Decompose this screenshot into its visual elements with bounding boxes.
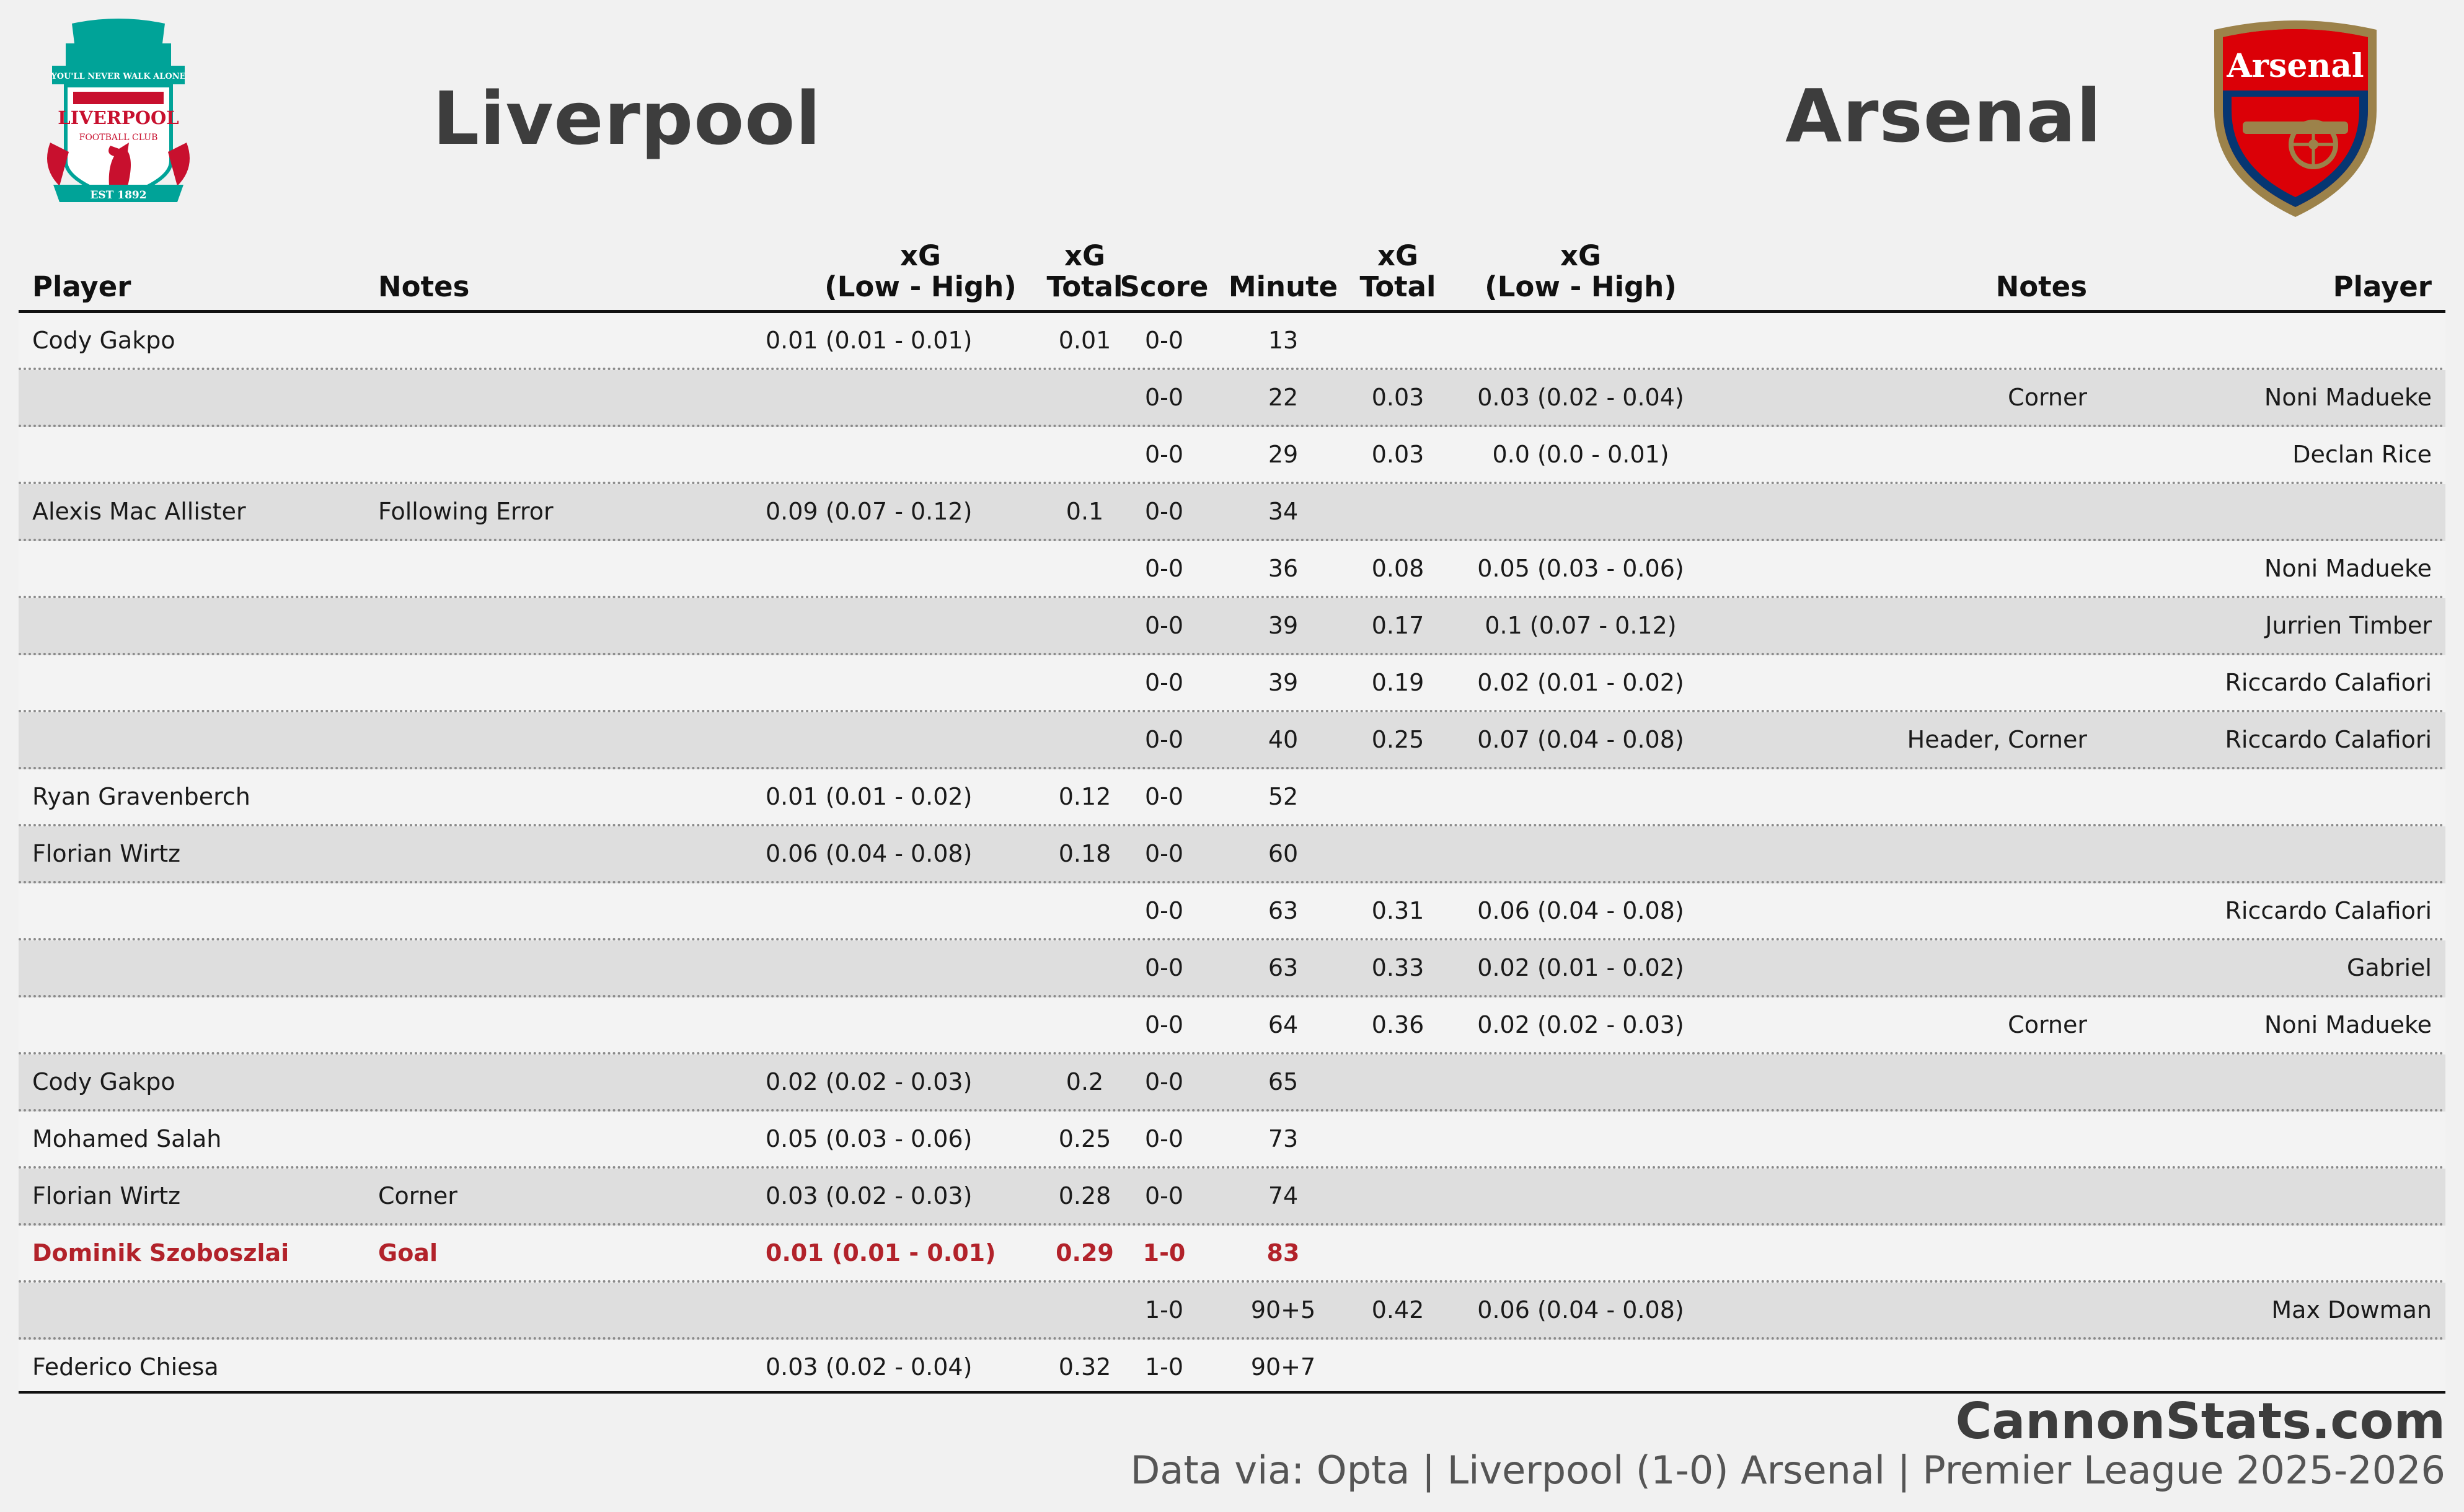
away-xg-range-cell: 0.06 (0.04 - 0.08) xyxy=(1477,897,1684,924)
away-xg-range-cell xyxy=(1438,1112,1723,1166)
table-row-goal xyxy=(19,1226,2445,1283)
minute-cell: 22 xyxy=(1268,384,1299,411)
home-player-cell: Mohamed Salah xyxy=(32,1125,222,1152)
score-cell: 0-0 xyxy=(1144,1182,1184,1209)
home-xg-range-cell xyxy=(766,883,952,938)
header-minute: Minute xyxy=(1228,270,1338,303)
table-row xyxy=(19,427,2445,484)
away-xg-total-cell: 0.03 xyxy=(1371,384,1424,411)
header-away-notes: Notes xyxy=(1995,270,2087,303)
score-cell: 0-0 xyxy=(1144,840,1184,867)
liverpool-motto: YOU'LL NEVER WALK ALONE xyxy=(51,72,186,81)
arsenal-crest-icon xyxy=(2208,17,2383,219)
table-row xyxy=(19,1169,2445,1226)
table-header xyxy=(19,229,2445,310)
home-xg-range-cell: 0.01 (0.01 - 0.01) xyxy=(766,1239,996,1267)
home-xg-range-cell xyxy=(766,370,952,425)
minute-cell: 60 xyxy=(1268,840,1299,867)
home-player-cell: Ryan Gravenberch xyxy=(32,783,250,810)
header-away-player: Player xyxy=(2333,270,2432,303)
home-xg-total-cell: 0.12 xyxy=(1058,783,1111,810)
away-xg-total-cell: 0.25 xyxy=(1371,726,1424,753)
table-row xyxy=(19,883,2445,940)
away-notes-cell: Corner xyxy=(2008,384,2087,411)
away-xg-range-cell xyxy=(1438,1340,1723,1394)
score-cell: 0-0 xyxy=(1144,498,1184,525)
away-player-cell: Riccardo Calafiori xyxy=(2225,726,2432,753)
away-xg-total-cell: 0.42 xyxy=(1371,1296,1424,1324)
header-away-total-line2: Total xyxy=(1359,270,1436,303)
away-xg-range-cell: 0.1 (0.07 - 0.12) xyxy=(1485,612,1677,639)
away-xg-range-cell xyxy=(1438,826,1723,881)
minute-cell: 90+7 xyxy=(1250,1353,1316,1381)
minute-cell: 63 xyxy=(1268,954,1299,981)
liverpool-est: EST 1892 xyxy=(90,189,147,201)
minute-cell: 74 xyxy=(1268,1182,1299,1209)
home-xg-range-cell: 0.03 (0.02 - 0.03) xyxy=(766,1182,973,1209)
away-player-cell: Jurrien Timber xyxy=(2265,612,2432,639)
minute-cell: 73 xyxy=(1268,1125,1299,1152)
away-xg-range-cell: 0.0 (0.0 - 0.01) xyxy=(1492,441,1669,468)
source-caption: Data via: Opta | Liverpool (1-0) Arsenal | Premier League 2025-2026 xyxy=(1130,1448,2445,1493)
home-xg-range-cell xyxy=(766,1283,952,1337)
header-home-total-line2: Total xyxy=(1046,270,1123,303)
home-player-cell: Cody Gakpo xyxy=(32,327,175,354)
away-xg-range-cell: 0.02 (0.01 - 0.02) xyxy=(1477,669,1684,696)
home-xg-total-cell: 0.32 xyxy=(1058,1353,1111,1381)
away-xg-total-cell: 0.19 xyxy=(1371,669,1424,696)
home-xg-range-cell xyxy=(766,427,952,482)
brand-label: CannonStats.com xyxy=(1955,1392,2445,1450)
home-notes-cell: Following Error xyxy=(378,498,554,525)
home-xg-range-cell: 0.06 (0.04 - 0.08) xyxy=(766,840,973,867)
score-cell: 1-0 xyxy=(1144,1353,1184,1381)
home-player-cell: Cody Gakpo xyxy=(32,1068,175,1095)
header-away-total-line1: xG xyxy=(1377,239,1418,272)
score-cell: 1-0 xyxy=(1142,1239,1186,1267)
away-xg-range-cell: 0.06 (0.04 - 0.08) xyxy=(1477,1296,1684,1324)
table-row xyxy=(19,712,2445,769)
home-player-cell: Florian Wirtz xyxy=(32,1182,181,1209)
score-cell: 0-0 xyxy=(1144,1068,1184,1095)
away-player-cell: Max Dowman xyxy=(2271,1296,2432,1324)
table-row xyxy=(19,598,2445,655)
table-row xyxy=(19,940,2445,997)
minute-cell: 52 xyxy=(1268,783,1299,810)
away-xg-range-cell xyxy=(1438,1054,1723,1109)
minute-cell: 34 xyxy=(1268,498,1299,525)
away-player-cell: Noni Madueke xyxy=(2264,1011,2432,1038)
liverpool-name: LIVERPOOL xyxy=(58,107,179,128)
score-cell: 0-0 xyxy=(1144,1011,1184,1038)
table-row xyxy=(19,313,2445,370)
table-row xyxy=(19,1340,2445,1397)
away-xg-total-cell: 0.36 xyxy=(1371,1011,1424,1038)
score-cell: 0-0 xyxy=(1144,669,1184,696)
home-notes-cell: Goal xyxy=(378,1239,438,1267)
header-home-player: Player xyxy=(32,270,131,303)
minute-cell: 39 xyxy=(1268,612,1299,639)
header-home-xg-line2: (Low - High) xyxy=(824,270,1017,303)
away-xg-total-cell: 0.17 xyxy=(1371,612,1424,639)
home-xg-range-cell xyxy=(766,712,952,767)
away-notes-cell: Header, Corner xyxy=(1907,726,2087,753)
table-row xyxy=(19,826,2445,883)
home-xg-total-cell: 0.28 xyxy=(1058,1182,1111,1209)
header-home-total-line1: xG xyxy=(1064,239,1105,272)
home-xg-total-cell: 0.18 xyxy=(1058,840,1111,867)
home-notes-cell: Corner xyxy=(378,1182,457,1209)
away-xg-range-cell: 0.07 (0.04 - 0.08) xyxy=(1477,726,1684,753)
table-row xyxy=(19,769,2445,826)
table-row xyxy=(19,1112,2445,1169)
away-xg-total-cell: 0.03 xyxy=(1371,441,1424,468)
away-xg-range-cell: 0.05 (0.03 - 0.06) xyxy=(1477,555,1684,582)
table-row xyxy=(19,370,2445,427)
home-player-cell: Alexis Mac Allister xyxy=(32,498,246,525)
home-xg-range-cell: 0.05 (0.03 - 0.06) xyxy=(766,1125,973,1152)
away-notes-cell: Corner xyxy=(2008,1011,2087,1038)
score-cell: 0-0 xyxy=(1144,612,1184,639)
home-xg-total-cell: 0.2 xyxy=(1066,1068,1104,1095)
away-xg-range-cell xyxy=(1438,484,1723,539)
liverpool-sub: FOOTBALL CLUB xyxy=(79,133,158,143)
away-player-cell: Noni Madueke xyxy=(2264,555,2432,582)
home-team-name: Liverpool xyxy=(433,76,821,161)
header-away-xg xyxy=(1438,241,1723,303)
score-cell: 0-0 xyxy=(1144,441,1184,468)
away-xg-range-cell xyxy=(1438,1226,1723,1280)
score-cell: 0-0 xyxy=(1144,954,1184,981)
score-cell: 0-0 xyxy=(1144,384,1184,411)
away-xg-range-cell: 0.02 (0.02 - 0.03) xyxy=(1477,1011,1684,1038)
header-home-xg-line1: xG xyxy=(900,239,941,272)
minute-cell: 83 xyxy=(1266,1239,1300,1267)
away-player-cell: Gabriel xyxy=(2347,954,2432,981)
header-away-xg-line1: xG xyxy=(1560,239,1601,272)
header-score: Score xyxy=(1119,270,1209,303)
home-xg-range-cell xyxy=(766,541,952,596)
home-xg-range-cell xyxy=(766,655,952,710)
header-away-xg-line2: (Low - High) xyxy=(1485,270,1677,303)
table-row xyxy=(19,484,2445,541)
header-home-xg xyxy=(797,241,1044,303)
minute-cell: 40 xyxy=(1268,726,1299,753)
shot-table xyxy=(19,313,2445,1397)
away-xg-range-cell xyxy=(1438,313,1723,368)
away-xg-total-cell: 0.08 xyxy=(1371,555,1424,582)
minute-cell: 13 xyxy=(1268,327,1299,354)
score-cell: 0-0 xyxy=(1144,897,1184,924)
away-xg-range-cell xyxy=(1438,1169,1723,1223)
home-xg-total-cell: 0.01 xyxy=(1058,327,1111,354)
away-xg-range-cell: 0.03 (0.02 - 0.04) xyxy=(1477,384,1684,411)
minute-cell: 65 xyxy=(1268,1068,1299,1095)
away-xg-range-cell xyxy=(1438,769,1723,824)
table-row xyxy=(19,1054,2445,1112)
away-player-cell: Riccardo Calafiori xyxy=(2225,897,2432,924)
away-xg-range-cell: 0.02 (0.01 - 0.02) xyxy=(1477,954,1684,981)
score-cell: 0-0 xyxy=(1144,327,1184,354)
score-cell: 0-0 xyxy=(1144,555,1184,582)
away-player-cell: Declan Rice xyxy=(2292,441,2432,468)
score-cell: 0-0 xyxy=(1144,726,1184,753)
minute-cell: 64 xyxy=(1268,1011,1299,1038)
home-xg-range-cell: 0.02 (0.02 - 0.03) xyxy=(766,1068,973,1095)
away-xg-total-cell: 0.31 xyxy=(1371,897,1424,924)
minute-cell: 36 xyxy=(1268,555,1299,582)
score-cell: 0-0 xyxy=(1144,1125,1184,1152)
minute-cell: 29 xyxy=(1268,441,1299,468)
home-player-cell: Florian Wirtz xyxy=(32,840,181,867)
minute-cell: 63 xyxy=(1268,897,1299,924)
away-xg-total-cell: 0.33 xyxy=(1371,954,1424,981)
minute-cell: 39 xyxy=(1268,669,1299,696)
home-xg-total-cell: 0.25 xyxy=(1058,1125,1111,1152)
table-row xyxy=(19,655,2445,712)
home-xg-range-cell: 0.01 (0.01 - 0.01) xyxy=(766,327,973,354)
home-xg-range-cell xyxy=(766,598,952,653)
minute-cell: 90+5 xyxy=(1250,1296,1316,1324)
home-xg-total-cell: 0.29 xyxy=(1056,1239,1114,1267)
table-row xyxy=(19,541,2445,598)
score-cell: 1-0 xyxy=(1144,1296,1184,1324)
away-player-cell: Noni Madueke xyxy=(2264,384,2432,411)
home-xg-range-cell xyxy=(766,940,952,995)
home-player-cell: Dominik Szoboszlai xyxy=(32,1239,289,1267)
home-xg-total-cell: 0.1 xyxy=(1066,498,1104,525)
home-xg-range-cell: 0.01 (0.01 - 0.02) xyxy=(766,783,973,810)
table-row xyxy=(19,997,2445,1054)
away-player-cell: Riccardo Calafiori xyxy=(2225,669,2432,696)
home-player-cell: Federico Chiesa xyxy=(32,1353,219,1381)
home-xg-range-cell: 0.03 (0.02 - 0.04) xyxy=(766,1353,973,1381)
arsenal-name: Arsenal xyxy=(2227,47,2364,85)
liverpool-crest-icon xyxy=(41,19,196,220)
home-xg-range-cell xyxy=(766,997,952,1052)
score-cell: 0-0 xyxy=(1144,783,1184,810)
home-xg-range-cell: 0.09 (0.07 - 0.12) xyxy=(766,498,973,525)
header-home-notes: Notes xyxy=(378,270,470,303)
away-team-name: Arsenal xyxy=(1785,73,2102,159)
table-row xyxy=(19,1283,2445,1340)
